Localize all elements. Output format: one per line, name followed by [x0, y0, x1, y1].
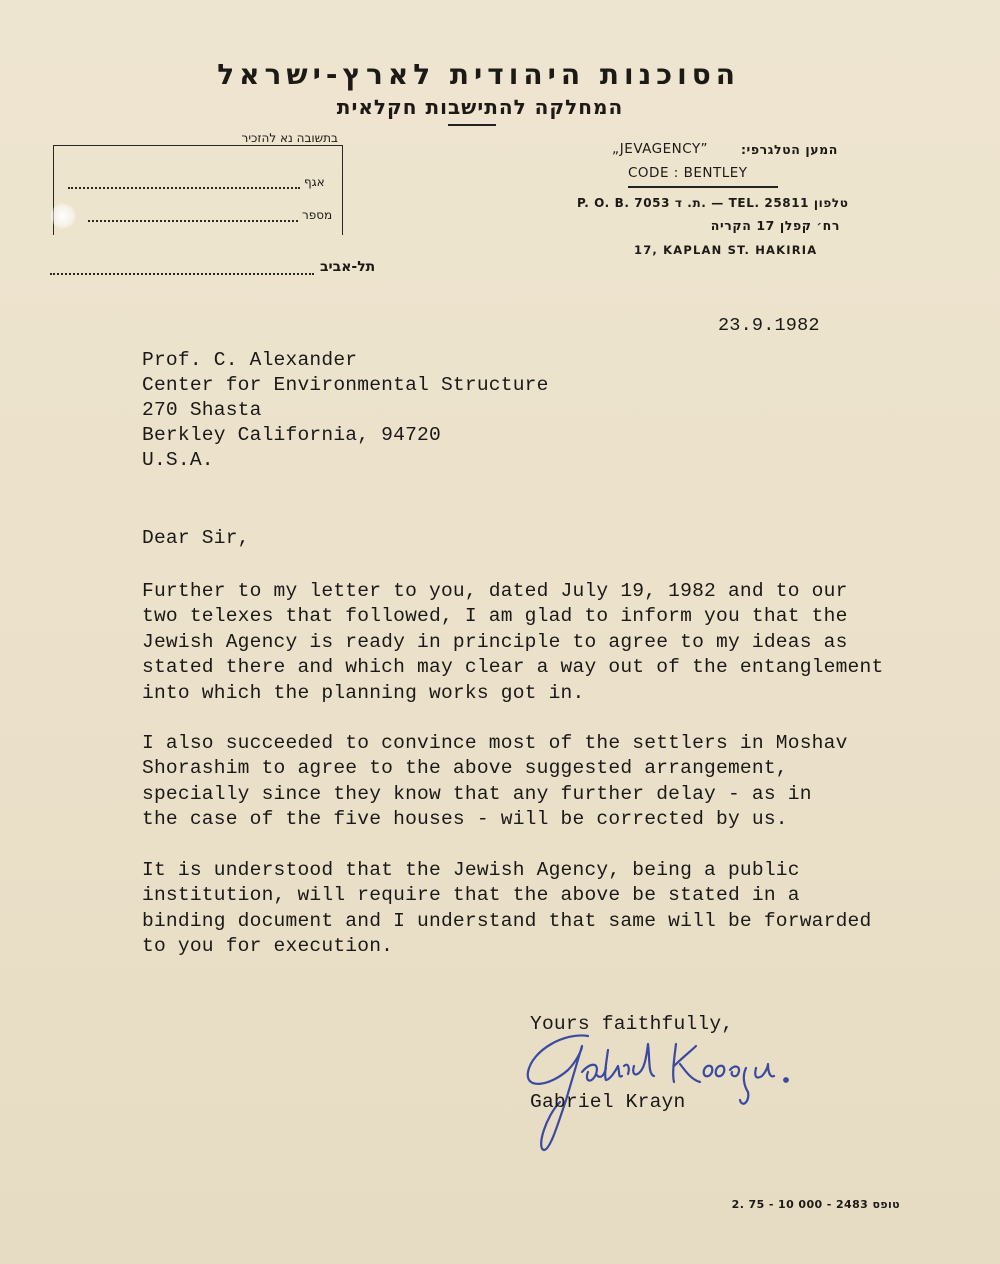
city-field: [50, 259, 375, 275]
pob-number: P. O. B. 7053: [577, 196, 671, 210]
form-print-code: [700, 1198, 900, 1211]
paragraph-line: binding document and I understand that same will be forwarded: [142, 909, 872, 932]
number-field: [88, 208, 332, 222]
recipient-line: Berkley California, 94720: [142, 424, 441, 446]
letter-date: 23.9.1982: [718, 315, 820, 336]
paragraph-3: [142, 858, 871, 960]
department-field-label: אגף: [304, 175, 325, 189]
paragraph-line: the case of the five houses - will be corrected by us.: [142, 808, 788, 831]
tel-hebrew: טלפון: [813, 196, 849, 210]
number-field-dots: [88, 210, 298, 222]
recipient-line: Center for Environmental Structure: [142, 374, 549, 396]
recipient-address: [142, 348, 549, 473]
pob-hebrew: ת. ד.: [674, 196, 707, 210]
code-rule: [628, 186, 778, 188]
signer-name: Gabriel Krayn: [530, 1091, 686, 1113]
print-code-hebrew: טופס: [872, 1198, 900, 1211]
salutation: Dear Sir,: [142, 527, 250, 549]
paragraph-line: Further to my letter to you, dated July 19, 1982 and to our: [142, 580, 848, 602]
recipient-line: Prof. C. Alexander: [142, 349, 358, 371]
paragraph-line: two telexes that followed, I am glad to inform you that the: [142, 605, 848, 628]
paragraph-line: Shorashim to agree to the above suggested arrangement,: [142, 757, 788, 780]
paragraph-line: to you for execution.: [142, 935, 394, 958]
organization-title: הסוכנות היהודית לארץ-ישראל: [217, 58, 740, 91]
paragraph-1: [142, 579, 883, 706]
paper-smudge: [50, 203, 76, 229]
department-title: המחלקה להתישבות חקלאית: [336, 95, 624, 119]
paragraph-line: Jewish Agency is ready in principle to agree to my ideas as: [142, 630, 848, 653]
recipient-line: U.S.A.: [142, 449, 214, 471]
print-code-number: 2. 75 - 10 000 - 2483: [731, 1198, 869, 1211]
telegraph-code: CODE : BENTLEY: [628, 165, 748, 181]
handwritten-signature: [510, 1020, 810, 1160]
tel-number: TEL. 25811: [728, 196, 810, 210]
paragraph-line: into which the planning works got in.: [142, 681, 585, 704]
city-field-dots: [50, 263, 314, 275]
telegraph-address: „JEVAGENCY”: [612, 141, 708, 157]
letterhead-rule: [448, 124, 496, 126]
department-field: [68, 175, 325, 189]
street-address: 17, KAPLAN ST. HAKIRIA: [634, 243, 818, 257]
paragraph-line: specially since they know that any further delay - as in: [142, 782, 812, 805]
paragraph-line: institution, will require that the above be stated in a: [142, 884, 800, 907]
closing: Yours faithfully,: [530, 1013, 734, 1035]
paragraph-2: [142, 731, 848, 833]
telegraph-label: המען הטלגרפי:: [740, 142, 838, 157]
paragraph-line: stated there and which may clear a way out of the entanglement: [142, 656, 884, 679]
reply-reference-note: בתשובה נא להזכיר: [241, 131, 338, 145]
street-hebrew: רח׳ קפלן 17 הקריה: [710, 218, 840, 233]
number-field-label: מספר: [302, 208, 333, 222]
paragraph-line: It is understood that the Jewish Agency, being a public: [142, 859, 800, 881]
recipient-line: 270 Shasta: [142, 399, 262, 421]
paragraph-line: I also succeeded to convince most of the settlers in Moshav: [142, 732, 848, 754]
pob-line: [577, 196, 848, 210]
city-label: תל-אביב: [320, 259, 376, 275]
department-field-dots: [68, 177, 300, 189]
contact-dash: —: [711, 196, 729, 210]
